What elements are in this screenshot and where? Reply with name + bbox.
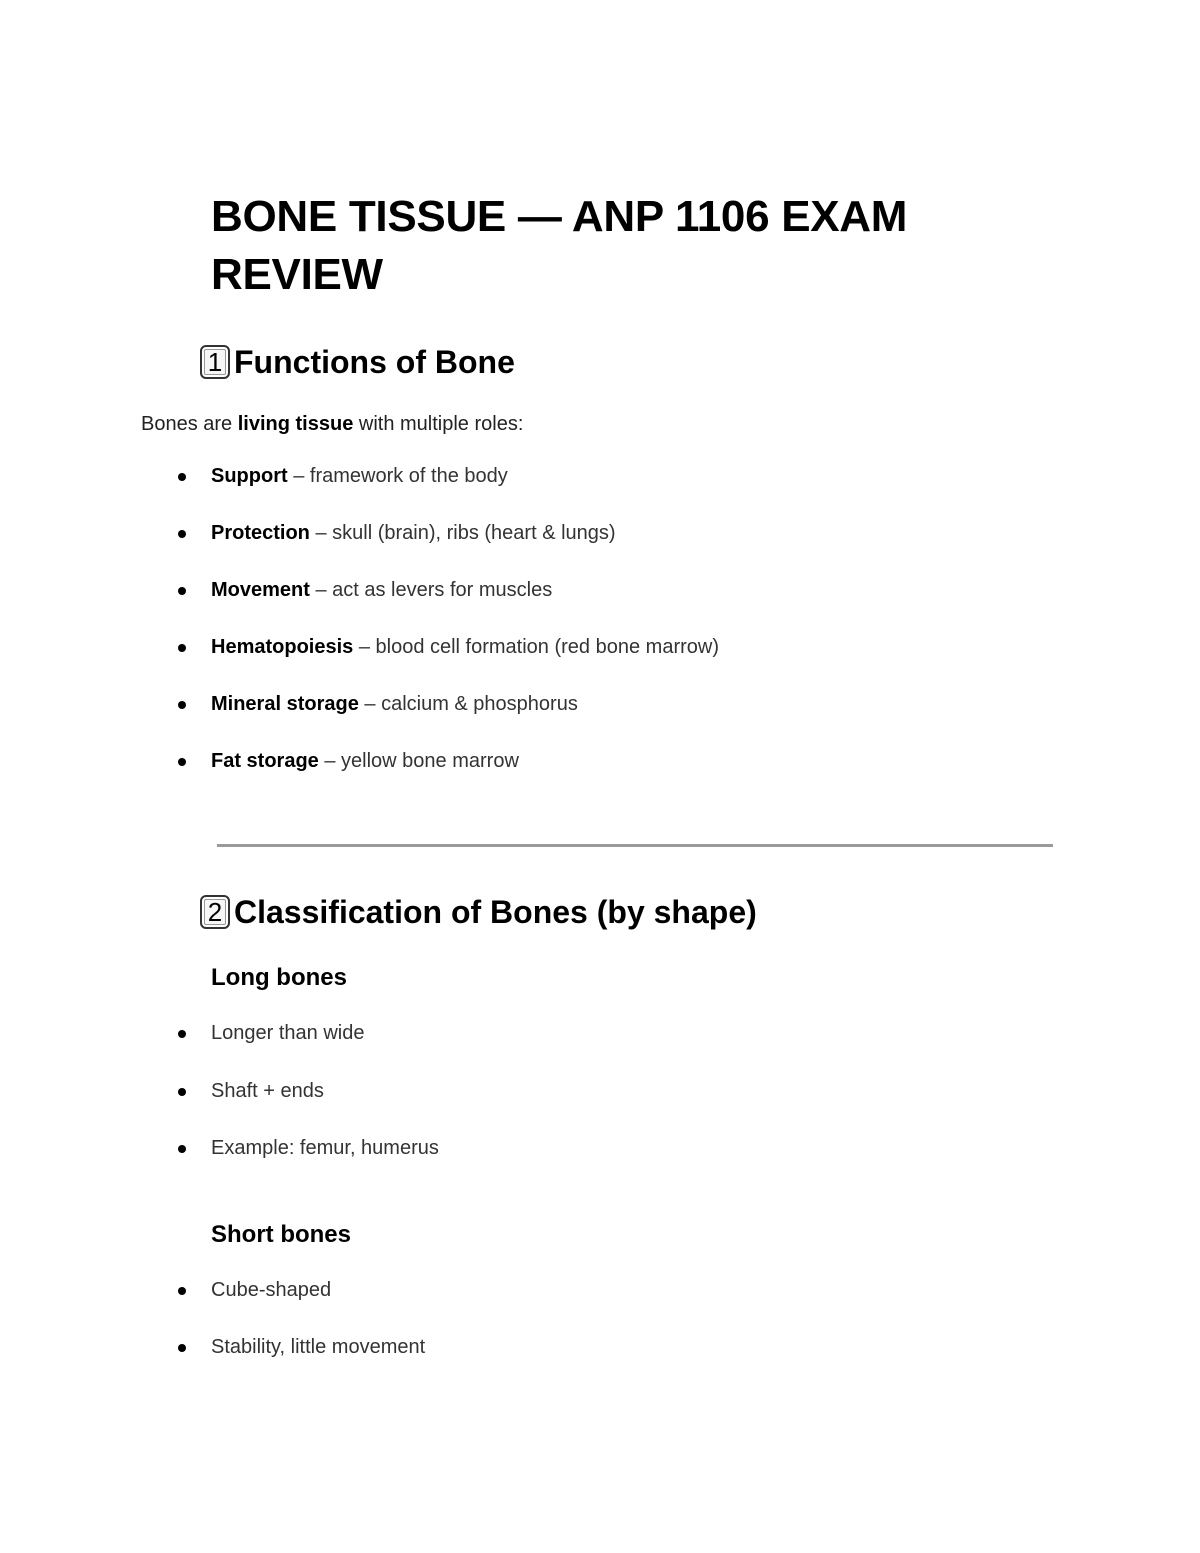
item-text: Stability, little movement	[211, 1336, 426, 1358]
bullet-icon	[178, 644, 186, 652]
keycap-number-two-icon: 2	[200, 895, 230, 929]
bullet-icon	[178, 530, 186, 538]
section-heading-functions	[200, 342, 515, 382]
item-term: Mineral storage	[211, 693, 359, 715]
item-description: – blood cell formation (red bone marrow)	[353, 636, 719, 658]
section-intro	[141, 411, 523, 437]
bullet-icon	[178, 758, 186, 766]
item-term: Hematopoiesis	[211, 636, 354, 658]
item-description: – yellow bone marrow	[318, 750, 519, 772]
item-term: Movement	[211, 579, 310, 601]
bullet-icon	[178, 1030, 186, 1038]
bullet-icon	[178, 1344, 186, 1352]
bullet-icon	[178, 1287, 186, 1295]
item-description: – calcium & phosphorus	[358, 693, 578, 715]
subheading-long-bones: Long bones	[211, 964, 347, 991]
item-term: Support	[211, 465, 288, 487]
bullet-icon	[178, 1145, 186, 1153]
section-heading-label: Classification of Bones (by shape)	[234, 894, 757, 930]
keycap-number-one-icon: 1	[200, 345, 230, 379]
subheading-short-bones: Short bones	[211, 1221, 352, 1248]
item-text: Longer than wide	[211, 1022, 365, 1044]
section-divider	[217, 844, 1053, 847]
intro-text-before: Bones are	[141, 413, 238, 435]
bullet-icon	[178, 1088, 186, 1096]
item-text: Cube-shaped	[211, 1279, 332, 1301]
bullet-icon	[178, 587, 186, 595]
item-description: – framework of the body	[287, 465, 508, 487]
item-term: Protection	[211, 522, 310, 544]
section-heading-classification	[200, 892, 757, 932]
item-text: Shaft + ends	[211, 1080, 324, 1102]
intro-text-after: with multiple roles:	[353, 413, 524, 435]
item-description: – skull (brain), ribs (heart & lungs)	[309, 522, 616, 544]
bullet-icon	[178, 701, 186, 709]
item-term: Fat storage	[211, 750, 319, 772]
section-heading-label: Functions of Bone	[234, 344, 515, 380]
document-title: BONE TISSUE — ANP 1106 EXAM REVIEW	[211, 192, 908, 299]
item-description: – act as levers for muscles	[309, 579, 553, 601]
item-text: Example: femur, humerus	[211, 1137, 439, 1159]
bullet-icon	[178, 473, 186, 481]
intro-text-bold: living tissue	[237, 413, 354, 435]
